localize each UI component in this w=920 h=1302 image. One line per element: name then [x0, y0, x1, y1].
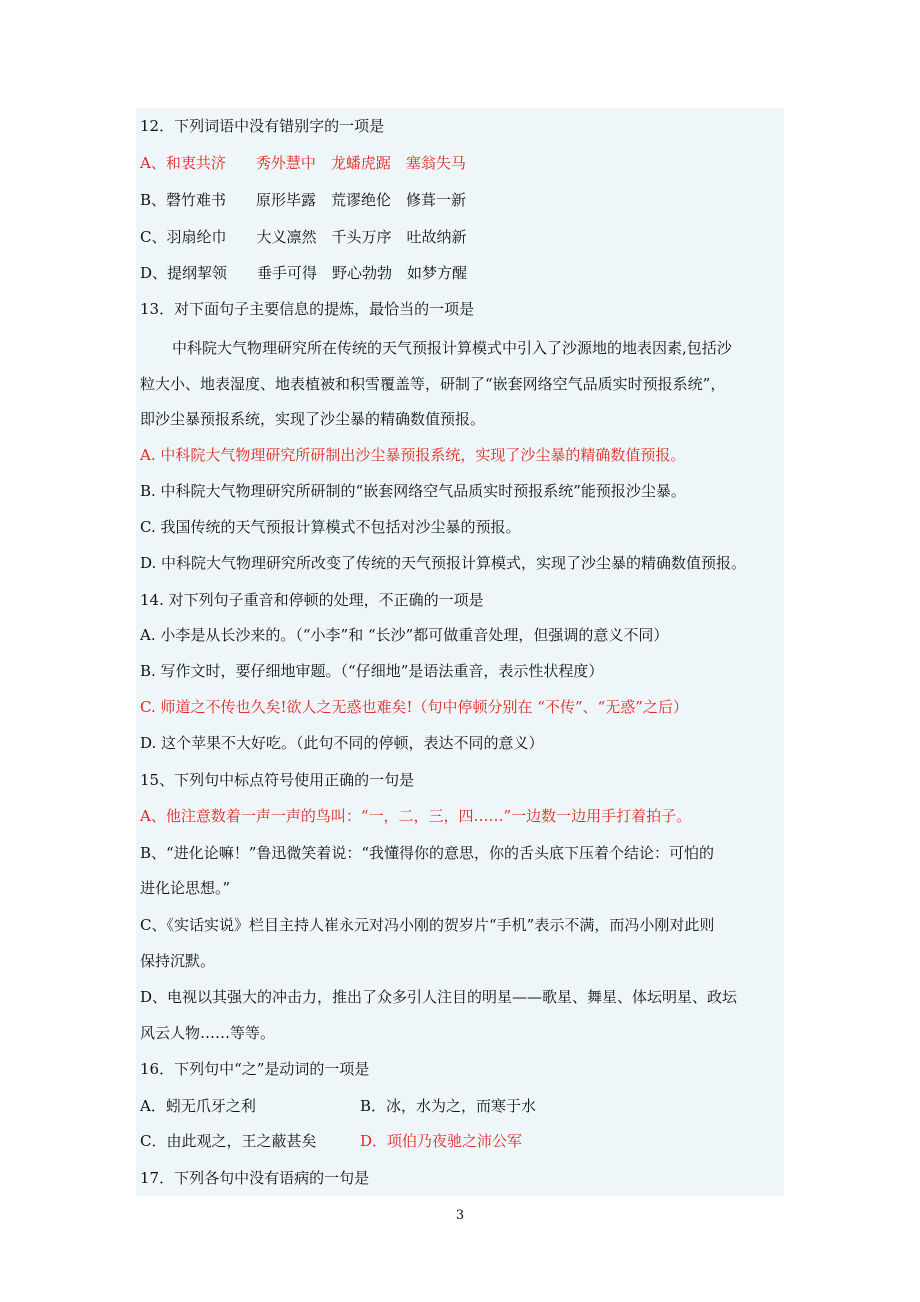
q15-option-c-line-2: 保持沉默。 — [140, 952, 216, 970]
q13-stem: 13．对下面句子主要信息的提炼，最恰当的一项是 — [140, 300, 475, 318]
q16-stem: 16．下列句中“之”是动词的一项是 — [140, 1060, 370, 1078]
q13-passage-line-2: 粒大小、地表湿度、地表植被和积雪覆盖等，研制了“嵌套网络空气品质实时预报系统”， — [140, 375, 726, 393]
q13-option-a-answer: A. 中科院大气物理研究所研制出沙尘暴预报系统，实现了沙尘暴的精确数值预报。 — [140, 446, 686, 464]
q13-option-d: D. 中科院大气物理研究所改变了传统的天气预报计算模式，实现了沙尘暴的精确数值预报。 — [140, 554, 747, 572]
q12-option-d: D、提纲挈领 垂手可得 野心勃勃 如梦方醒 — [140, 264, 468, 282]
q16-row-2 — [140, 1129, 784, 1153]
q13-passage-line-1: 中科院大气物理研究所在传统的天气预报计算模式中引入了沙源地的地表因素,包括沙 — [172, 339, 732, 357]
q14-option-a: A. 小李是从长沙来的。（“小李”和 “长沙”都可做重音处理，但强调的意义不同） — [140, 626, 669, 644]
q14-option-d: D. 这个苹果不大好吃。（此句不同的停顿，表达不同的意义） — [140, 734, 544, 752]
q16-option-d-answer: D．项伯乃夜驰之沛公军 — [360, 1132, 523, 1150]
q15-option-c-line-1: C、《实话实说》栏目主持人崔永元对冯小刚的贺岁片“手机”表示不满，而冯小刚对此则 — [140, 916, 715, 934]
q15-option-d-line-1: D、电视以其强大的冲击力，推出了众多引人注目的明星——歌星、舞星、体坛明星、政坛 — [140, 988, 738, 1006]
q12-option-b: B、磬竹难书 原形毕露 荒谬绝伦 修葺一新 — [140, 191, 467, 209]
q13-option-c: C. 我国传统的天气预报计算模式不包括对沙尘暴的预报。 — [140, 518, 521, 536]
q15-option-b-line-1: B、“进化论嘛！”鲁迅微笑着说：“我懂得你的意思，你的舌头底下压着个结论：可怕的 — [140, 844, 715, 862]
q16-option-a: A．蚓无爪牙之利 — [140, 1097, 256, 1115]
q14-stem: 14. 对下列句子重音和停顿的处理，不正确的一项是 — [140, 591, 484, 609]
q15-option-a-answer: A、他注意数着一声一声的鸟叫：“一，二，三，四……”一边数一边用手打着拍子。 — [140, 807, 692, 825]
document-content — [136, 108, 784, 1196]
q12-option-a-answer: A、和衷共济 秀外慧中 龙蟠虎踞 塞翁失马 — [140, 154, 466, 172]
q16-option-c: C．由此观之，王之蔽甚矣 — [140, 1132, 317, 1150]
q16-row-1 — [140, 1094, 784, 1118]
q17-stem: 17．下列各句中没有语病的一句是 — [140, 1169, 370, 1187]
q12-stem: 12．下列词语中没有错别字的一项是 — [140, 117, 385, 135]
page-number: 3 — [455, 1208, 465, 1223]
q13-option-b: B. 中科院大气物理研究所研制的“嵌套网络空气品质实时预报系统”能预报沙尘暴。 — [140, 482, 686, 500]
q12-option-c: C、羽扇纶巾 大义凛然 千头万序 吐故纳新 — [140, 228, 467, 246]
q15-stem: 15、下列句中标点符号使用正确的一句是 — [140, 771, 415, 789]
q16-option-b: B．冰，水为之，而寒于水 — [360, 1097, 537, 1115]
q13-passage-line-3: 即沙尘暴预报系统，实现了沙尘暴的精确数值预报。 — [140, 410, 486, 428]
q15-option-b-line-2: 进化论思想。” — [140, 879, 231, 897]
q14-option-b: B. 写作文时，要仔细地审题。（“仔细地”是语法重音，表示性状程度） — [140, 662, 604, 680]
q14-option-c-answer: C. 师道之不传也久矣!欲人之无惑也难矣!（句中停顿分别在 “不传”、“无惑”之后） — [140, 698, 688, 716]
q15-option-d-line-2: 风云人物……等等。 — [140, 1024, 276, 1042]
